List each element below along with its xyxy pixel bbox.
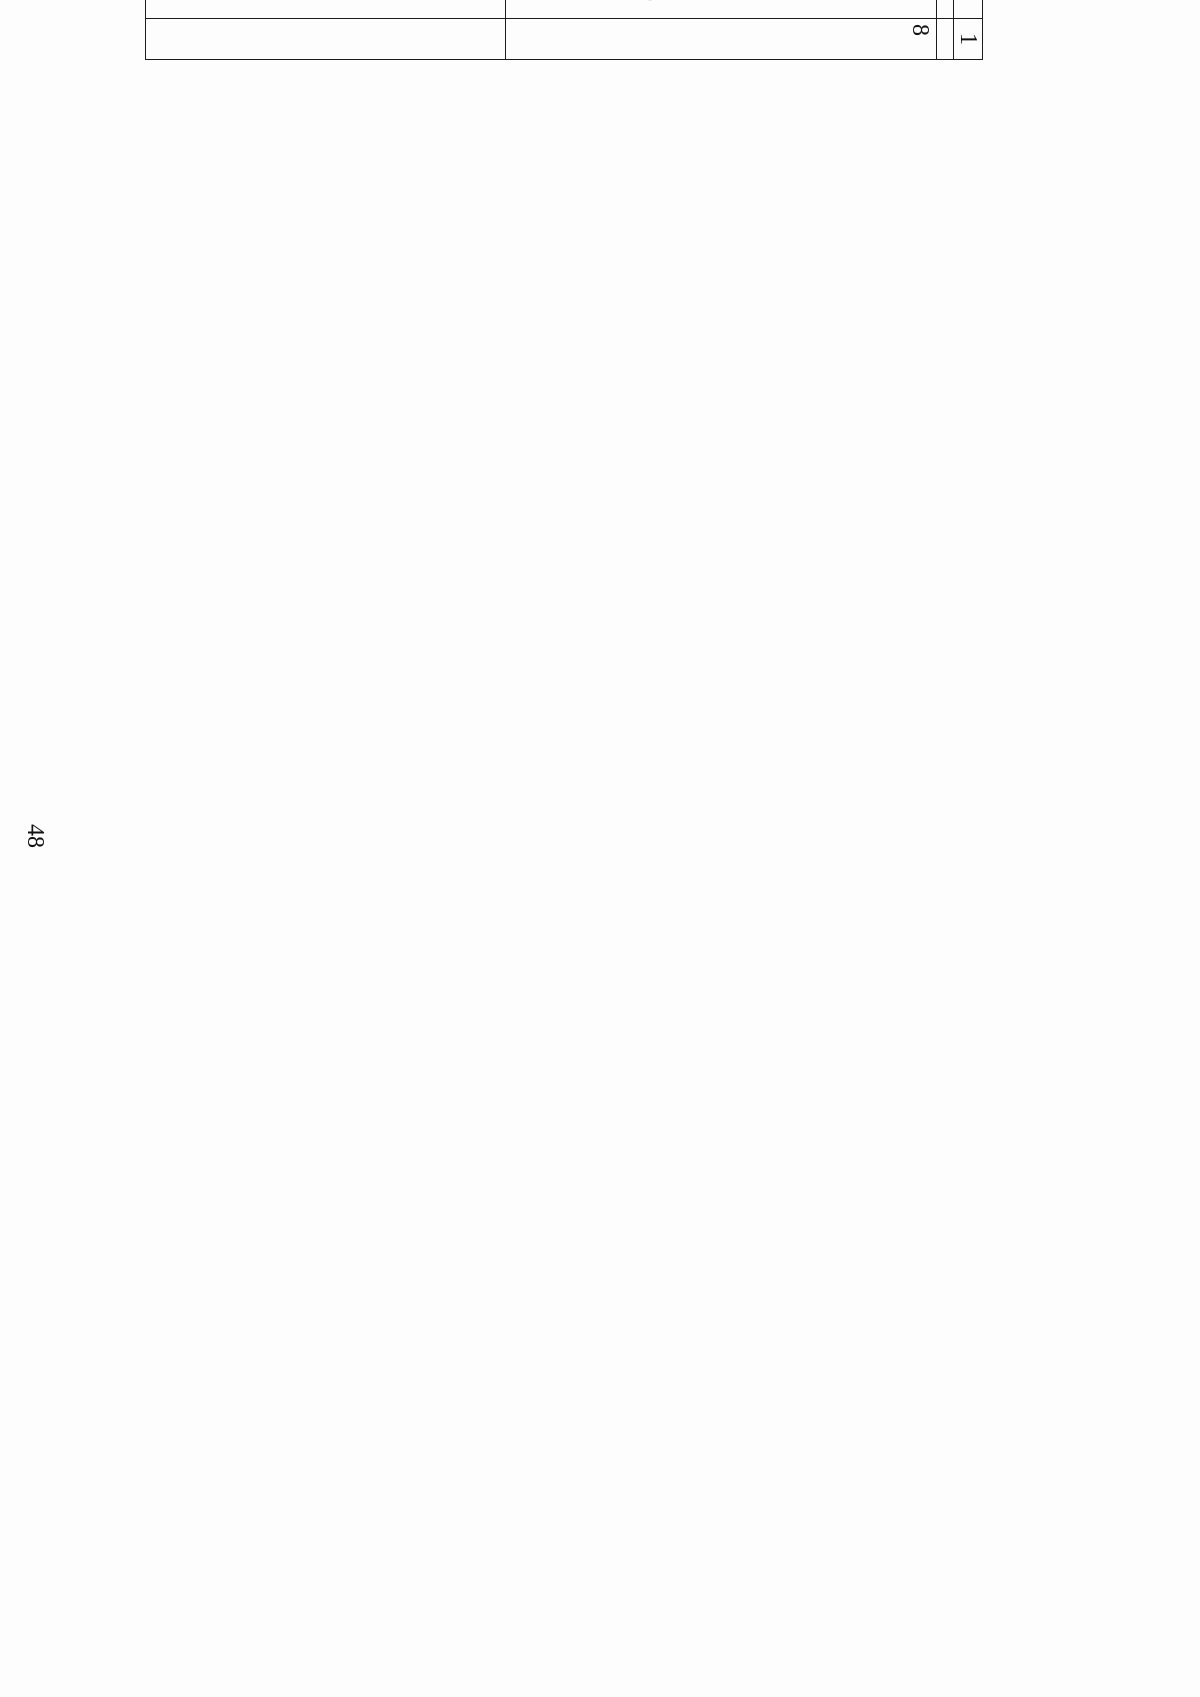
column-number-row: [954, 0, 983, 60]
table-row: [506, 0, 937, 60]
page-number: 48: [22, 824, 48, 848]
table-row: [146, 0, 506, 60]
row-number-cell: [146, 19, 506, 60]
data-table: [145, 0, 983, 60]
organization-cell: [506, 0, 937, 19]
organization-cell: [146, 0, 506, 19]
spacer-row: [937, 0, 954, 60]
column-number-cell: 1: [954, 19, 983, 60]
column-number-cell: [954, 0, 983, 19]
table-container: [145, 0, 983, 60]
row-number-cell: 8: [506, 19, 937, 60]
